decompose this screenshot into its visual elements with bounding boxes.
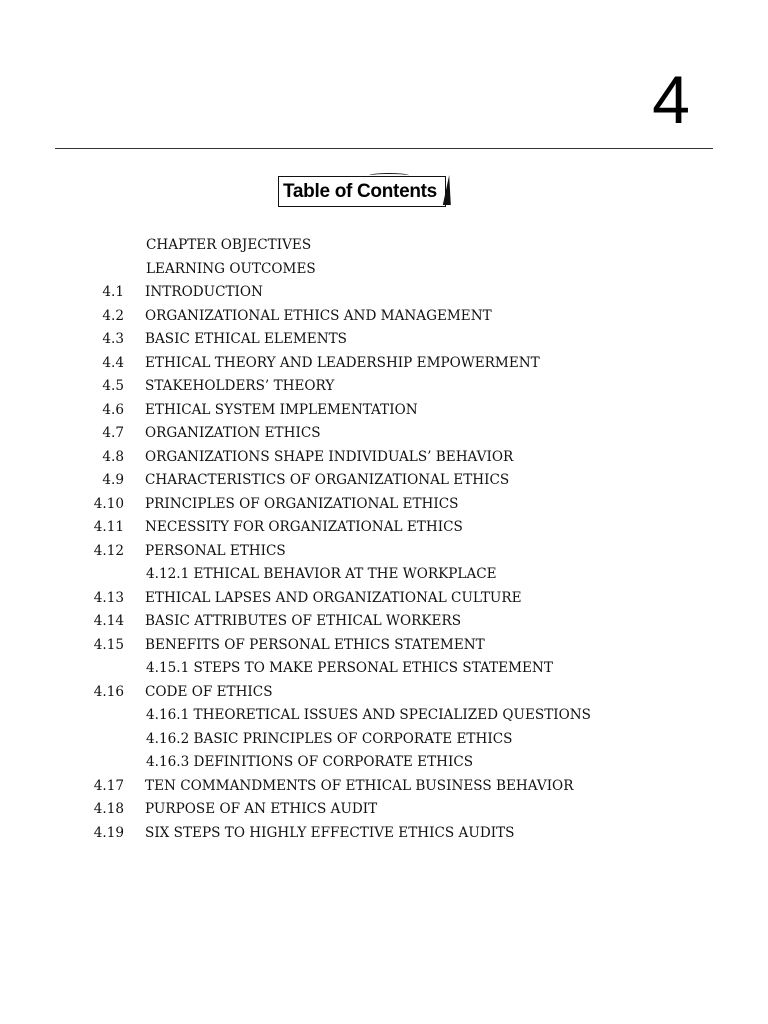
toc-entry-title: ETHICAL LAPSES AND ORGANIZATIONAL CULTURE bbox=[145, 589, 522, 606]
header-divider bbox=[55, 148, 713, 149]
toc-entry[interactable] bbox=[0, 234, 768, 258]
toc-entry-title: PURPOSE OF AN ETHICS AUDIT bbox=[145, 801, 378, 817]
toc-entry-number: 4.12 bbox=[93, 542, 124, 559]
toc-entry-title: SIX STEPS TO HIGHLY EFFECTIVE ETHICS AUDITS bbox=[145, 824, 515, 841]
toc-entry-number: 4.1 bbox=[102, 284, 124, 300]
toc-entry[interactable] bbox=[0, 305, 768, 329]
toc-entry-title: ETHICAL SYSTEM IMPLEMENTATION bbox=[145, 401, 418, 418]
toc-entry-title: ORGANIZATION ETHICS bbox=[145, 425, 321, 441]
toc-entry-title: ORGANIZATIONS SHAPE INDIVIDUALS’ BEHAVIOR bbox=[145, 448, 514, 465]
toc-entry[interactable] bbox=[0, 352, 768, 376]
toc-entry[interactable] bbox=[0, 281, 768, 305]
toc-entry-title: ORGANIZATIONAL ETHICS AND MANAGEMENT bbox=[145, 307, 492, 324]
toc-entry-number: 4.4 bbox=[102, 354, 124, 371]
toc-entry[interactable] bbox=[0, 258, 768, 282]
toc-entry[interactable] bbox=[0, 822, 768, 846]
toc-entry-title: STAKEHOLDERS’ THEORY bbox=[145, 378, 335, 394]
toc-entry[interactable] bbox=[0, 775, 768, 799]
toc-entry[interactable] bbox=[0, 610, 768, 634]
toc-entry-title: CHAPTER OBJECTIVES bbox=[146, 237, 312, 253]
toc-entry-number: 4.6 bbox=[102, 401, 124, 418]
toc-entry-title: ETHICAL THEORY AND LEADERSHIP EMPOWERMENT bbox=[145, 354, 540, 371]
toc-entry-number: 4.5 bbox=[102, 378, 124, 394]
toc-entry-number: 4.9 bbox=[102, 472, 124, 488]
toc-entry[interactable] bbox=[0, 563, 768, 587]
toc-entry[interactable] bbox=[0, 422, 768, 446]
toc-entry[interactable] bbox=[0, 469, 768, 493]
toc-entry-number: 4.19 bbox=[93, 824, 124, 841]
toc-entry[interactable] bbox=[0, 399, 768, 423]
toc-entry-number: 4.8 bbox=[102, 448, 124, 465]
toc-entry-title: LEARNING OUTCOMES bbox=[146, 260, 316, 277]
toc-entry-number: 4.7 bbox=[102, 425, 124, 441]
toc-entry[interactable] bbox=[0, 493, 768, 517]
toc-entry-number: 4.10 bbox=[93, 495, 124, 512]
toc-entry-title: 4.12.1 ETHICAL BEHAVIOR AT THE WORKPLACE bbox=[146, 566, 497, 582]
toc-entry-title: BENEFITS OF PERSONAL ETHICS STATEMENT bbox=[145, 636, 485, 653]
toc-entry-title: PRINCIPLES OF ORGANIZATIONAL ETHICS bbox=[145, 495, 459, 512]
toc-entry[interactable] bbox=[0, 540, 768, 564]
toc-entry[interactable] bbox=[0, 798, 768, 822]
toc-entry[interactable] bbox=[0, 328, 768, 352]
toc-entry-title: BASIC ATTRIBUTES OF ETHICAL WORKERS bbox=[145, 613, 462, 629]
toc-entry-number: 4.15 bbox=[93, 636, 124, 653]
toc-entry-title: BASIC ETHICAL ELEMENTS bbox=[145, 331, 347, 347]
toc-entry-title: 4.15.1 STEPS TO MAKE PERSONAL ETHICS STATEMENT bbox=[146, 660, 553, 676]
toc-heading-box bbox=[278, 176, 446, 207]
toc-entry[interactable] bbox=[0, 657, 768, 681]
toc-entry-title: TEN COMMANDMENTS OF ETHICAL BUSINESS BEHAVIOR bbox=[145, 777, 574, 794]
toc-entry[interactable] bbox=[0, 704, 768, 728]
toc-entry[interactable] bbox=[0, 375, 768, 399]
toc-entry-title: CHARACTERISTICS OF ORGANIZATIONAL ETHICS bbox=[145, 472, 510, 488]
toc-entry[interactable] bbox=[0, 751, 768, 775]
toc-entry[interactable] bbox=[0, 516, 768, 540]
toc-entry-number: 4.11 bbox=[93, 519, 124, 535]
toc-entry[interactable] bbox=[0, 587, 768, 611]
toc-list bbox=[0, 234, 768, 845]
toc-entry-title: 4.16.1 THEORETICAL ISSUES AND SPECIALIZED QUESTIONS bbox=[146, 707, 591, 723]
toc-entry[interactable] bbox=[0, 728, 768, 752]
toc-entry-number: 4.17 bbox=[93, 777, 124, 794]
toc-entry-title: CODE OF ETHICS bbox=[145, 683, 273, 700]
toc-entry[interactable] bbox=[0, 681, 768, 705]
toc-entry[interactable] bbox=[0, 446, 768, 470]
toc-entry-title: 4.16.2 BASIC PRINCIPLES OF CORPORATE ETHICS bbox=[146, 730, 513, 747]
toc-entry[interactable] bbox=[0, 634, 768, 658]
toc-entry-number: 4.3 bbox=[102, 331, 124, 347]
toc-entry-number: 4.2 bbox=[102, 307, 124, 324]
toc-entry-number: 4.16 bbox=[93, 683, 124, 700]
toc-entry-number: 4.13 bbox=[93, 589, 124, 606]
toc-entry-title: 4.16.3 DEFINITIONS OF CORPORATE ETHICS bbox=[146, 754, 474, 770]
toc-entry-title: PERSONAL ETHICS bbox=[145, 542, 286, 559]
toc-heading: Table of Contents bbox=[278, 176, 446, 207]
toc-entry-number: 4.14 bbox=[93, 613, 124, 629]
toc-entry-number: 4.18 bbox=[93, 801, 124, 817]
toc-entry-title: NECESSITY FOR ORGANIZATIONAL ETHICS bbox=[145, 519, 463, 535]
toc-entry-title: INTRODUCTION bbox=[145, 284, 263, 300]
chapter-number: 4 bbox=[652, 62, 690, 138]
